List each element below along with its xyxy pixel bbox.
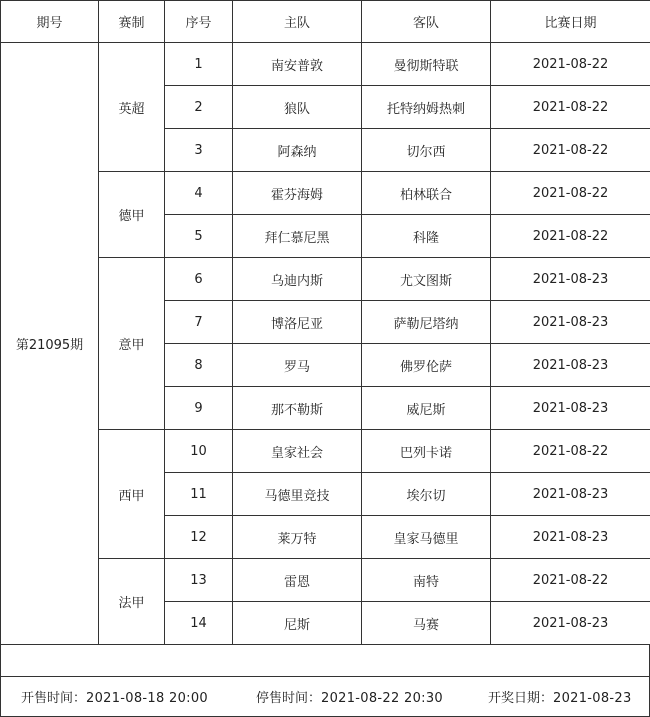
match-number: 4 xyxy=(165,172,233,215)
home-team: 乌迪内斯 xyxy=(233,258,362,301)
draw-date-label: 开奖日期： xyxy=(488,691,554,706)
header-index: 序号 xyxy=(165,1,233,43)
away-team: 埃尔切 xyxy=(362,473,491,516)
match-number: 14 xyxy=(165,602,233,645)
match-number: 12 xyxy=(165,516,233,559)
header-issue: 期号 xyxy=(1,1,99,43)
match-date: 2021-08-22 xyxy=(491,215,650,258)
sale-open-label: 开售时间： xyxy=(21,691,87,706)
away-team: 巴列卡诺 xyxy=(362,430,491,473)
home-team: 莱万特 xyxy=(233,516,362,559)
match-number: 8 xyxy=(165,344,233,387)
match-date: 2021-08-22 xyxy=(491,172,650,215)
match-date: 2021-08-22 xyxy=(491,43,650,86)
sale-close-time xyxy=(256,687,443,706)
match-date: 2021-08-22 xyxy=(491,129,650,172)
home-team: 罗马 xyxy=(233,344,362,387)
home-team: 尼斯 xyxy=(233,602,362,645)
header-away: 客队 xyxy=(362,1,491,43)
header-date: 比赛日期 xyxy=(491,1,650,43)
match-date: 2021-08-23 xyxy=(491,473,650,516)
sale-open-time xyxy=(21,687,208,706)
sale-close-value: 2021-08-22 20:30 xyxy=(321,691,443,706)
match-date: 2021-08-22 xyxy=(491,86,650,129)
match-number: 2 xyxy=(165,86,233,129)
match-date: 2021-08-23 xyxy=(491,258,650,301)
away-team: 皇家马德里 xyxy=(362,516,491,559)
header-league: 赛制 xyxy=(99,1,165,43)
home-team: 南安普敦 xyxy=(233,43,362,86)
away-team: 马赛 xyxy=(362,602,491,645)
sale-info-footer xyxy=(0,644,650,717)
home-team: 博洛尼亚 xyxy=(233,301,362,344)
match-number: 7 xyxy=(165,301,233,344)
issue-cell: 第21095期 xyxy=(1,43,99,645)
league-cell: 法甲 xyxy=(99,559,165,645)
match-number: 1 xyxy=(165,43,233,86)
home-team: 雷恩 xyxy=(233,559,362,602)
match-number: 9 xyxy=(165,387,233,430)
league-cell: 意甲 xyxy=(99,258,165,430)
table-row xyxy=(1,258,650,301)
table-row xyxy=(1,559,650,602)
match-date: 2021-08-23 xyxy=(491,602,650,645)
sale-info-row xyxy=(1,676,649,707)
league-cell: 西甲 xyxy=(99,430,165,559)
league-cell: 英超 xyxy=(99,43,165,172)
away-team: 科隆 xyxy=(362,215,491,258)
away-team: 柏林联合 xyxy=(362,172,491,215)
away-team: 曼彻斯特联 xyxy=(362,43,491,86)
match-date: 2021-08-22 xyxy=(491,559,650,602)
sale-close-label: 停售时间： xyxy=(256,691,322,706)
away-team: 切尔西 xyxy=(362,129,491,172)
match-number: 10 xyxy=(165,430,233,473)
match-number: 6 xyxy=(165,258,233,301)
away-team: 佛罗伦萨 xyxy=(362,344,491,387)
league-cell: 德甲 xyxy=(99,172,165,258)
draw-date xyxy=(488,687,632,706)
match-number: 13 xyxy=(165,559,233,602)
match-date: 2021-08-22 xyxy=(491,430,650,473)
home-team: 皇家社会 xyxy=(233,430,362,473)
match-date: 2021-08-23 xyxy=(491,516,650,559)
match-date: 2021-08-23 xyxy=(491,387,650,430)
match-number: 5 xyxy=(165,215,233,258)
home-team: 那不勒斯 xyxy=(233,387,362,430)
match-date: 2021-08-23 xyxy=(491,301,650,344)
away-team: 威尼斯 xyxy=(362,387,491,430)
away-team: 萨勒尼塔纳 xyxy=(362,301,491,344)
table-row xyxy=(1,430,650,473)
home-team: 狼队 xyxy=(233,86,362,129)
header-row xyxy=(1,1,650,43)
away-team: 尤文图斯 xyxy=(362,258,491,301)
home-team: 霍芬海姆 xyxy=(233,172,362,215)
match-number: 3 xyxy=(165,129,233,172)
home-team: 拜仁慕尼黑 xyxy=(233,215,362,258)
draw-date-value: 2021-08-23 xyxy=(553,691,632,706)
home-team: 马德里竞技 xyxy=(233,473,362,516)
home-team: 阿森纳 xyxy=(233,129,362,172)
match-date: 2021-08-23 xyxy=(491,344,650,387)
sale-open-value: 2021-08-18 20:00 xyxy=(86,691,208,706)
table-row xyxy=(1,43,650,86)
match-number: 11 xyxy=(165,473,233,516)
header-home: 主队 xyxy=(233,1,362,43)
table-row xyxy=(1,172,650,215)
away-team: 托特纳姆热刺 xyxy=(362,86,491,129)
away-team: 南特 xyxy=(362,559,491,602)
